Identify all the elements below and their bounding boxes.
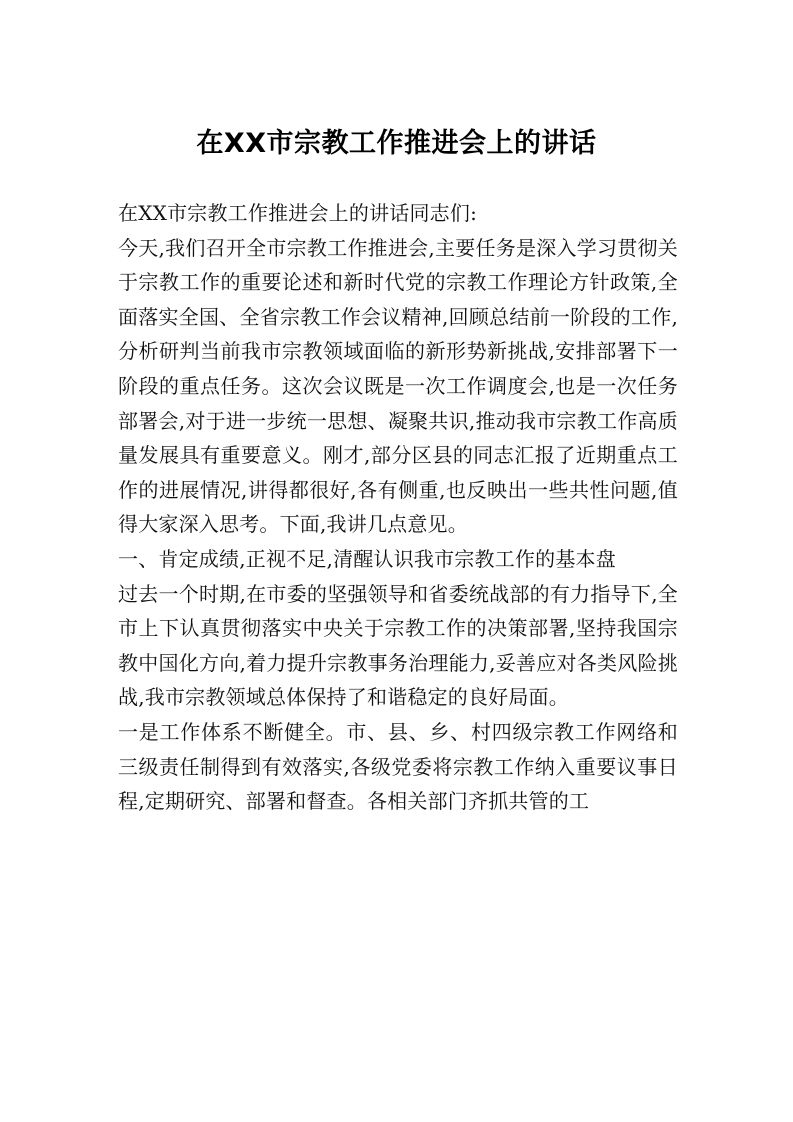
opening-paragraph: 今天,我们召开全市宗教工作推进会,主要任务是深入学习贯彻关于宗教工作的重要论述和新时代党的宗教工作理论方针政策,全面落实全国、全省宗教工作会议精神,回顾总结前一阶段的工作,分析研判当前我市宗教领域面临的新形势新挑战,安排部署下一阶段的重点任务。这次会议既是一次工作调度会,也是一次任务部署会,对于进一步统一思想、凝聚共识,推动我市宗教工作高质量发展具有重要意义。刚才,部分区县的同志汇报了近期重点工作的进展情况,讲得都很好,各有侧重,也反映出一些共性问题,值得大家深入思考。下面,我讲几点意见。 [118,235,678,537]
section-heading-1: 一、肯定成绩,正视不足,清醒认识我市宗教工作的基本盘 [118,546,616,571]
document-title: 在XX市宗教工作推进会上的讲话 [196,128,597,159]
salutation-paragraph: 在XX市宗教工作推进会上的讲话同志们: [118,201,478,225]
section-1-point-1-paragraph: 一是工作体系不断健全。市、县、乡、村四级宗教工作网络和三级责任制得到有效落实,各级党委将宗教工作纳入重要议事日程,定期研究、部署和督查。各相关部门齐抓共管的工 [118,719,678,814]
document-body [118,196,678,819]
section-1-intro-paragraph: 过去一个时期,在市委的坚强领导和省委统战部的有力指导下,全市上下认真贯彻落实中央关于宗教工作的决策部署,坚持我国宗教中国化方向,着力提升宗教事务治理能力,妥善应对各类风险挑战,我市宗教领域总体保持了和谐稳定的良好局面。 [118,581,678,710]
